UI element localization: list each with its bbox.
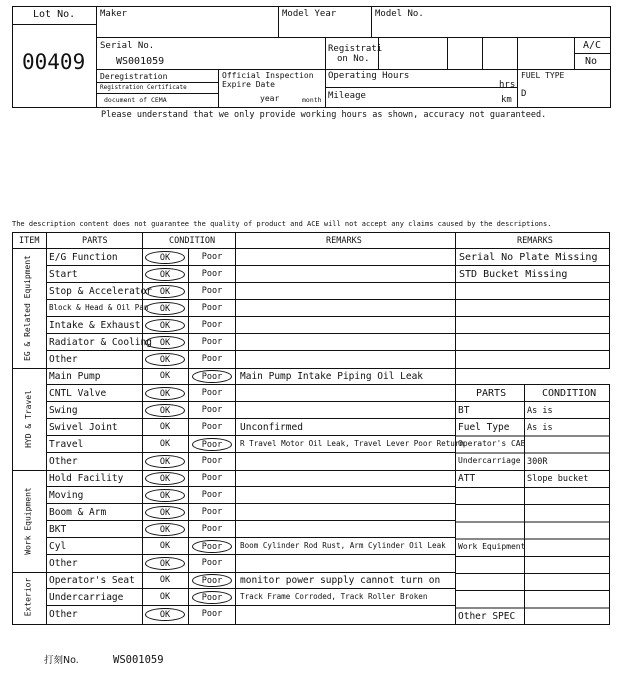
right-part-name: Work Equipment: [458, 542, 526, 552]
serial-no-value: WS001059: [116, 56, 165, 67]
poor-option: Poor: [192, 591, 232, 604]
engraving-label: 打刻No.: [44, 655, 79, 666]
poor-option: Poor: [201, 421, 223, 432]
remark-text: Unconfirmed: [240, 421, 303, 433]
right-part-name: Fuel Type: [458, 421, 510, 433]
ok-option: OK: [145, 489, 185, 502]
poor-option: Poor: [201, 268, 223, 279]
poor-option: Poor: [201, 489, 223, 500]
km-label: km: [501, 95, 512, 105]
group-label: Exterior: [23, 577, 33, 617]
official-inspection-line1: Official Inspection: [222, 71, 314, 80]
ok-option: OK: [145, 251, 185, 264]
ok-option: OK: [145, 302, 185, 315]
ok-option: OK: [145, 404, 185, 417]
fuel-type-label: FUEL TYPE: [521, 71, 565, 80]
right-remark-line: Serial No Plate Missing: [459, 251, 598, 263]
remark-text: Track Frame Corroded, Track Roller Broken: [240, 591, 428, 601]
part-name: Block & Head & Oil Pan: [49, 302, 149, 312]
part-name: Operator's Seat: [49, 574, 135, 586]
right-part-condition: Slope bucket: [527, 474, 589, 485]
ok-option: OK: [159, 591, 171, 602]
right-part-name: Operator's CAB: [458, 438, 526, 448]
part-name: Start: [49, 268, 78, 280]
document-cema-label: document of CEMA: [104, 96, 167, 104]
poor-option: Poor: [201, 353, 223, 364]
hrs-label: hrs: [499, 80, 516, 90]
group-label: EG & Related Equipment: [23, 255, 33, 361]
ok-option: OK: [145, 336, 185, 349]
operating-hours-label: Operating Hours: [328, 71, 410, 81]
ok-option: OK: [159, 574, 171, 585]
deregistration-label: Deregistration: [100, 72, 168, 81]
ok-option: OK: [145, 557, 185, 570]
engraving-value: WS001059: [113, 654, 164, 666]
right-part-name: ATT: [458, 473, 476, 485]
poor-option: Poor: [201, 336, 223, 347]
official-inspection-line2: Expire Date: [222, 80, 275, 89]
month-label: month: [302, 96, 322, 104]
ok-option: OK: [159, 540, 171, 551]
right-col-parts: PARTS: [476, 388, 507, 399]
poor-option: Poor: [201, 251, 223, 262]
ok-option: OK: [145, 319, 185, 332]
part-name: Hold Facility: [49, 472, 124, 484]
part-name: Travel: [49, 438, 84, 450]
part-name: BKT: [49, 523, 67, 535]
poor-option: Poor: [201, 608, 223, 619]
registration-label-line2: on No.: [337, 54, 370, 64]
right-part-name: BT: [458, 404, 470, 416]
remark-text: R Travel Motor Oil Leak, Travel Lever Poor Return: [240, 438, 465, 448]
poor-option: Poor: [201, 506, 223, 517]
registration-label-line1: Registrati: [328, 44, 383, 54]
poor-option: Poor: [201, 387, 223, 398]
ac-label: A/C: [583, 40, 602, 51]
part-name: Undercarriage: [49, 591, 124, 603]
ok-option: OK: [145, 353, 185, 366]
col-parts: PARTS: [82, 236, 108, 246]
poor-option: Poor: [192, 438, 232, 451]
col-item: ITEM: [19, 236, 40, 246]
mileage-label: Mileage: [328, 91, 366, 101]
poor-option: Poor: [201, 302, 223, 313]
model-year-label: Model Year: [282, 9, 337, 19]
right-remark-line: STD Bucket Missing: [459, 268, 568, 280]
poor-option: Poor: [201, 404, 223, 415]
remark-text: Boom Cylinder Rod Rust, Arm Cylinder Oil Leak: [240, 540, 446, 550]
part-name: Main Pump: [49, 370, 101, 382]
year-label: year: [260, 94, 280, 103]
poor-option: Poor: [201, 455, 223, 466]
lot-no-value: 00409: [22, 50, 86, 74]
lot-no-label: Lot No.: [33, 9, 76, 20]
col-remarks: REMARKS: [326, 236, 362, 246]
group-label: Work Equipment: [23, 486, 33, 555]
part-name: Cyl: [49, 540, 67, 552]
poor-option: Poor: [192, 370, 232, 383]
poor-option: Poor: [201, 523, 223, 534]
ok-option: OK: [145, 268, 185, 281]
col-condition: CONDITION: [169, 236, 216, 246]
poor-option: Poor: [201, 319, 223, 330]
part-name: Stop & Accelerator: [49, 285, 152, 297]
right-remarks-title: REMARKS: [517, 236, 553, 246]
part-name: Other: [49, 353, 78, 365]
part-name: E/G Function: [49, 251, 118, 263]
part-name: Swing: [49, 404, 78, 416]
remark-text: Main Pump Intake Piping Oil Leak: [240, 370, 424, 382]
poor-option: Poor: [201, 285, 223, 296]
maker-label: Maker: [100, 9, 128, 19]
right-col-condition: CONDITION: [542, 388, 597, 399]
right-part-condition: 300R: [527, 457, 548, 468]
fuel-type-value: D: [521, 89, 527, 99]
ok-option: OK: [159, 370, 171, 381]
ok-option: OK: [145, 608, 185, 621]
ok-option: OK: [159, 438, 171, 449]
registration-certificate-label: Registration Certificate: [100, 84, 187, 91]
part-name: Other: [49, 455, 78, 467]
ok-option: OK: [145, 506, 185, 519]
ok-option: OK: [145, 455, 185, 468]
working-hours-notice: Please understand that we only provide working hours as shown, accuracy not guaranteed.: [101, 110, 547, 120]
group-label: HYD & Travel: [23, 389, 33, 448]
poor-option: Poor: [201, 557, 223, 568]
ok-option: OK: [145, 472, 185, 485]
ok-option: OK: [145, 523, 185, 536]
part-name: Other: [49, 557, 78, 569]
model-no-label: Model No.: [375, 9, 424, 19]
part-name: Intake & Exhaust: [49, 319, 141, 331]
part-name: Boom & Arm: [49, 506, 107, 518]
right-part-name: Undercarriage: [458, 456, 521, 466]
ok-option: OK: [145, 285, 185, 298]
disclaimer: The description content does not guarantee the quality of product and ACE will not accept any claims caused by the descriptions.: [12, 220, 552, 228]
part-name: Swivel Joint: [49, 421, 118, 433]
part-name: CNTL Valve: [49, 387, 107, 399]
poor-option: Poor: [192, 574, 232, 587]
right-part-condition: As is: [527, 422, 553, 433]
ac-value: No: [585, 56, 598, 67]
right-part-name: Other SPEC: [458, 610, 516, 622]
ok-option: OK: [145, 387, 185, 400]
part-name: Moving: [49, 489, 84, 501]
remark-text: monitor power supply cannot turn on: [240, 574, 441, 586]
right-part-condition: As is: [527, 405, 553, 416]
serial-no-label: Serial No.: [100, 41, 155, 51]
poor-option: Poor: [201, 472, 223, 483]
part-name: Other: [49, 608, 78, 620]
poor-option: Poor: [192, 540, 232, 553]
ok-option: OK: [159, 421, 171, 432]
part-name: Radiator & Cooling: [49, 336, 152, 348]
